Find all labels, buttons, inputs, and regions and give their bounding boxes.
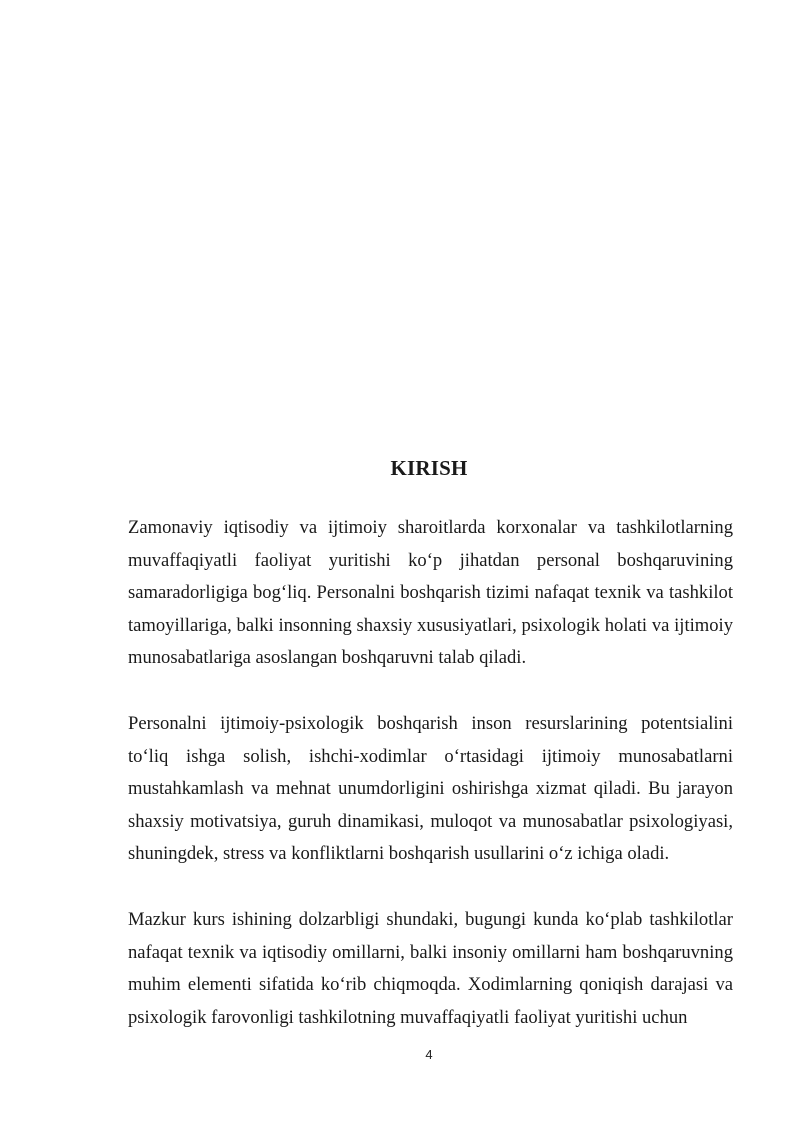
paragraph-1: Zamonaviy iqtisodiy va ijtimoiy sharoitlarda korxonalar va tashkilotlarning muvaffaqiyatli faoliyat yuritishi ko‘p jihatdan personal boshqaruvining samaradorligiga bog‘liq. Personalni boshqarish tizimi nafaqat texnik va tashkilot tamoyillariga, balki insonning shaxsiy xususiyatlari, psixologik holati va ijtimoiy munosabatlariga asoslangan boshqaruvni talab qiladi. — [128, 517, 733, 669]
page-number: 4 — [425, 1047, 433, 1062]
paragraph-3: Mazkur kurs ishining dolzarbligi shundaki, bugungi kunda ko‘plab tashkilotlar nafaqat texnik va iqtisodiy omillarni, balki insoniy omillarni ham boshqaruvning muhim elementi sifatida ko‘rib chiqmoqda. Xodimlarning qoniqish darajasi va psixologik farovonligi tashkilotning muvaffaqiyatli faoliyat yuritishi uchun — [128, 908, 733, 1028]
paragraph-2: Personalni ijtimoiy-psixologik boshqarish inson resurslarining potentsialini to‘liq ishga solish, ishchi-xodimlar o‘rtasidagi ijtimoiy munosabatlarni mustahkamlash va mehnat unumdorligini oshirishga xizmat qiladi. Bu jarayon shaxsiy motivatsiya, guruh dinamikasi, muloqot va munosabatlar psixologiyasi, shuningdek, stress va konfliktlarni boshqarish usullarini o‘z ichiga oladi. — [128, 712, 733, 865]
body-text — [128, 512, 733, 1067]
section-heading: KIRISH — [390, 456, 468, 480]
